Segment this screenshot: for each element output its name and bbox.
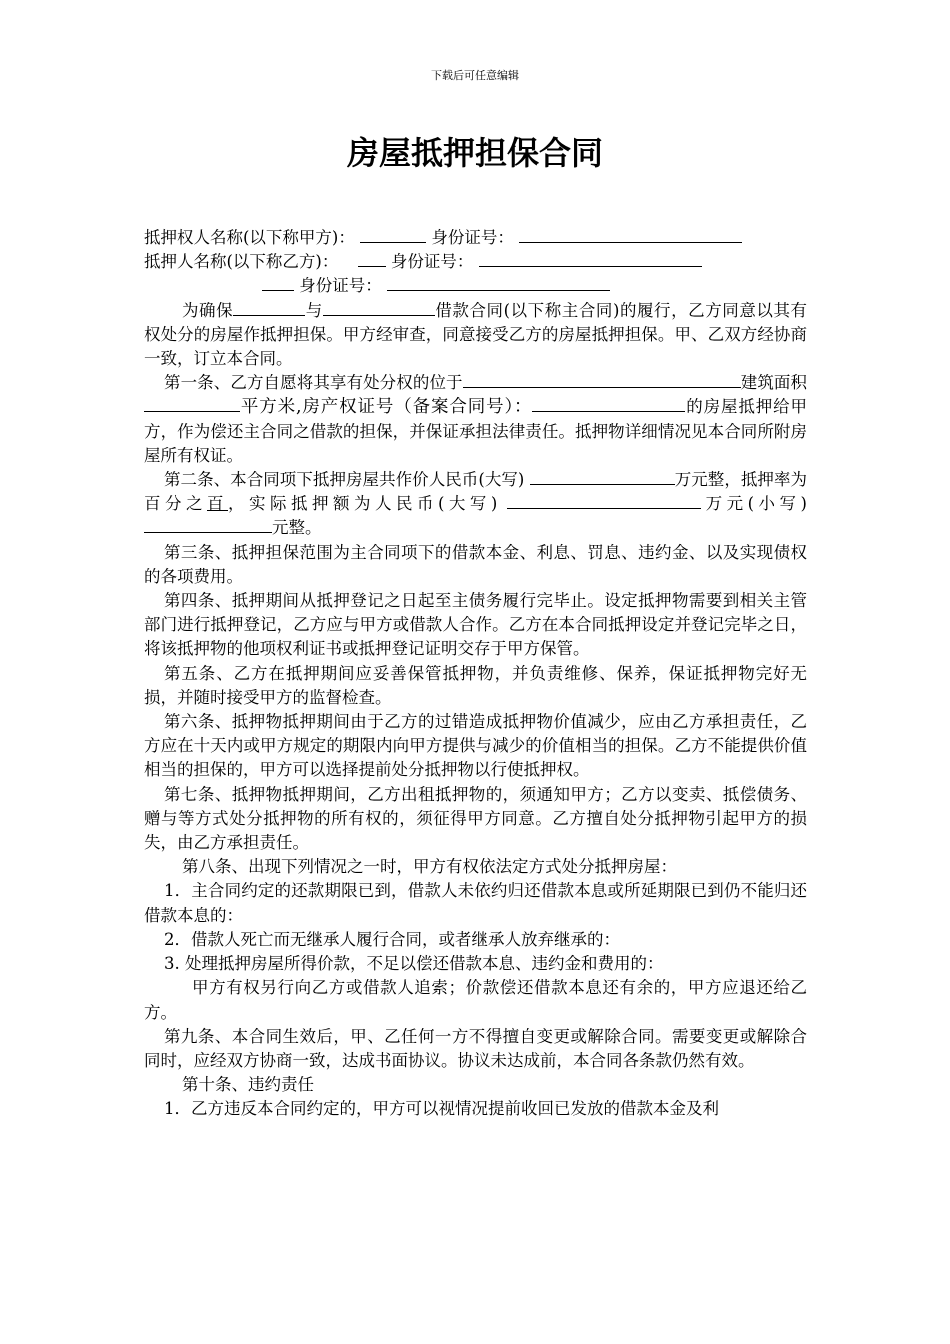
art1-text-d: 的房屋抵押给甲方，作为偿还主合同之借款的担保，并保证承担法律责任。抵押物详细情况见本合同所附房屋所有权证。 [144,397,808,465]
document-title: 房屋抵押担保合同 [346,134,603,172]
art2-text-e: 元整。 [272,518,322,538]
intro-paragraph [144,299,807,372]
intro-text-c: 借款合同(以下称主合同)的履行，乙方同意以其有权处分的房屋作抵押担保。甲方经审查，同意接受乙方的房屋抵押担保。甲、乙双方经协商一致，订立本合同。 [144,300,808,369]
mortgage-amount-lower-blank[interactable] [144,516,272,533]
article-8-item-1: 1．主合同约定的还款期限已到，借款人未依约归还借款本息或所延期限已到仍不能归还借款本息的： [144,881,807,925]
article-8-item-3: 3. 处理抵押房屋所得价款，不足以偿还借款本息、违约金和费用的： [164,954,664,974]
lender-blank[interactable] [323,299,435,316]
id-label: 身份证号： [299,276,382,296]
article-9: 第九条、本合同生效后，甲、乙任何一方不得擅自变更或解除合同。需要变更或解除合同时，应经双方协商一致，达成书面协议。协议未达成前，本合同各条款仍然有效。 [144,1026,807,1070]
id-label: 身份证号： [431,228,514,247]
property-location-blank[interactable] [463,371,741,388]
mortgagor-line [144,250,807,274]
certificate-number-blank[interactable] [532,395,677,412]
mortgage-amount-upper-blank[interactable] [507,492,701,509]
mortgagor2-id-blank[interactable] [387,274,610,291]
article-4: 第四条、抵押期间从抵押登记之日起至主债务履行完毕止。设定抵押物需要到相关主管部门进行抵押登记，乙方应与甲方或借款人合作。乙方在本合同抵押设定并登记完毕之日，将该抵押物的他项权利证书或抵押登记证明交存于甲方保管。 [144,591,807,659]
mortgagor2-name-blank[interactable] [262,274,294,291]
art2-text-b: 万元整，抵押率为百分之 [144,470,808,514]
art2-text-d: 万元(小写) [701,494,807,514]
borrower-blank[interactable] [233,299,305,316]
second-mortgagor-line [144,274,807,298]
intro-text-a: 为确保 [182,300,234,320]
article-3: 第三条、抵押担保范围为主合同项下的借款本金、利息、罚息、违约金、以及实现债权的各项费用。 [144,542,807,586]
article-10-head: 第十条、违约责任 [182,1075,314,1095]
art1-text-a: 第一条、乙方自愿将其享有处分权的位于 [164,373,463,393]
mortgagee-line [144,226,807,250]
mortgage-rate-value[interactable]: 百 [207,494,228,514]
valuation-blank[interactable] [530,468,675,485]
art2-text-c: ，实际抵押额为人民币(大写) [228,494,498,514]
article-2 [144,468,807,541]
intro-text-b: 与 [305,300,323,320]
article-7: 第七条、抵押物抵押期间，乙方出租抵押物的，须通知甲方；乙方以变卖、抵偿债务、赠与等方式处分抵押物的所有权的，须征得甲方同意。乙方擅自处分抵押物引起甲方的损失，由乙方承担责任。 [144,784,807,853]
id-label: 身份证号： [390,252,474,272]
article-8-head: 第八条、出现下列情况之一时，甲方有权依法定方式处分抵押房屋： [182,857,677,877]
art1-text-c: 平方米,房产权证号（备案合同号）： [240,397,533,418]
article-8-tail: 甲方有权另行向乙方或借款人追索；价款偿还借款本息还有余的，甲方应退还给乙方。 [144,978,807,1022]
mortgagee-label: 抵押权人名称(以下称甲方)： [144,228,355,247]
article-8-item-2: 2．借款人死亡而无继承人履行合同，或者继承人放弃继承的： [164,929,620,949]
article-1 [144,371,807,468]
art2-text-a: 第二条、本合同项下抵押房屋共作价人民币(大写) [164,470,525,490]
mortgagor-label: 抵押人名称(以下称乙方)： [144,252,339,272]
page-header: 下载后可任意编辑 [431,69,519,82]
floor-area-blank[interactable] [144,395,240,412]
mortgagor-name-blank[interactable] [358,250,386,267]
article-10-item-1: 1．乙方违反本合同约定的，甲方可以视情况提前收回已发放的借款本金及利 [164,1099,719,1119]
contract-body [144,226,807,1122]
article-6: 第六条、抵押物抵押期间由于乙方的过错造成抵押物价值减少，应由乙方承担责任，乙方应在十天内或甲方规定的期限内向甲方提供与减少的价值相当的担保。乙方不能提供价值相当的担保的，甲方可以选择提前处分抵押物以行使抵押权。 [144,712,807,780]
mortgagee-name-blank[interactable] [360,226,426,243]
mortgagor-id-blank[interactable] [479,250,702,267]
art1-text-b: 建筑面积 [740,373,808,393]
article-5: 第五条、乙方在抵押期间应妥善保管抵押物，并负责维修、保养，保证抵押物完好无损，并随时接受甲方的监督检查。 [144,663,807,707]
mortgagee-id-blank[interactable] [519,226,742,243]
